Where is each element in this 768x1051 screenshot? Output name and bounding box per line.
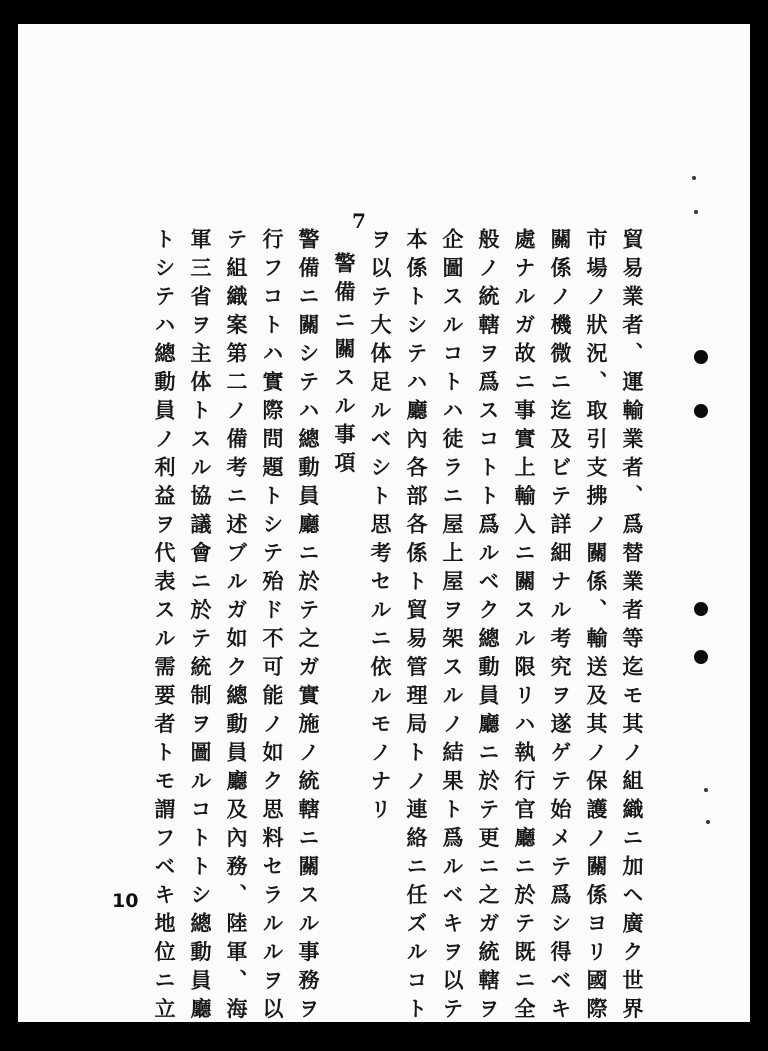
- section-heading: 警備ニ關スル事項: [332, 252, 357, 480]
- binding-hole: [694, 602, 708, 616]
- section-number: 7: [352, 209, 366, 233]
- text-column: 關係ノ機微ニ迄及ビテ詳細ナル考究ヲ遂ゲテ始メテ爲シ得ベキ: [548, 228, 573, 1026]
- text-column: 本係トシテハ廳內各部各係ト貿易管理局トノ連絡ニ任ズルコト: [404, 228, 429, 1026]
- text-column: 貿易業者、運輸業者、爲替業者等迄モ其ノ組織ニ加ヘ廣ク世界: [620, 228, 645, 1026]
- text-column: 軍三省ヲ主体トスル協議會ニ於テ統制ヲ圖ルコトトシ總動員廳: [188, 228, 213, 1026]
- document-page: [18, 24, 750, 1026]
- binding-hole: [694, 404, 708, 418]
- text-column: トシテハ總動員ノ利益ヲ代表スル需要者トモ謂フベキ地位ニ立: [152, 228, 177, 1026]
- scan-speck: [694, 210, 698, 214]
- binding-hole: [694, 350, 708, 364]
- text-column: 行フコトハ實際問題トシテ殆ド不可能ノ如ク思料セラルルヲ以: [260, 228, 285, 1026]
- text-column: 處ナルガ故ニ事實上輸入ニ關スル限リハ執行官廳ニ於テ既ニ全: [512, 228, 537, 1026]
- scan-speck: [706, 820, 710, 824]
- text-column: ヲ以テ大体足ルベシト思考セルニ依ルモノナリ: [368, 228, 393, 827]
- page-number: 10: [112, 890, 139, 912]
- text-column: 市場ノ狀況、取引支拂ノ關係、輸送及其ノ保護ノ關係ヨリ國際: [584, 228, 609, 1026]
- scan-speck: [692, 176, 696, 180]
- text-column: 企圖スルコトハ徒ラニ屋上屋ヲ架スルノ結果ト爲ルベキヲ以テ: [440, 228, 465, 1026]
- text-column: テ組織案第二ノ備考ニ述ブルガ如ク總動員廳及內務、陸軍、海: [224, 228, 249, 1026]
- text-column: 警備ニ關シテハ總動員廳ニ於テ之ガ實施ノ統轄ニ關スル事務ヲ: [296, 228, 321, 1026]
- binding-hole: [694, 650, 708, 664]
- text-column: 般ノ統轄ヲ爲スコトト爲ルベク總動員廳ニ於テ更ニ之ガ統轄ヲ: [476, 228, 501, 1026]
- scan-speck: [704, 788, 708, 792]
